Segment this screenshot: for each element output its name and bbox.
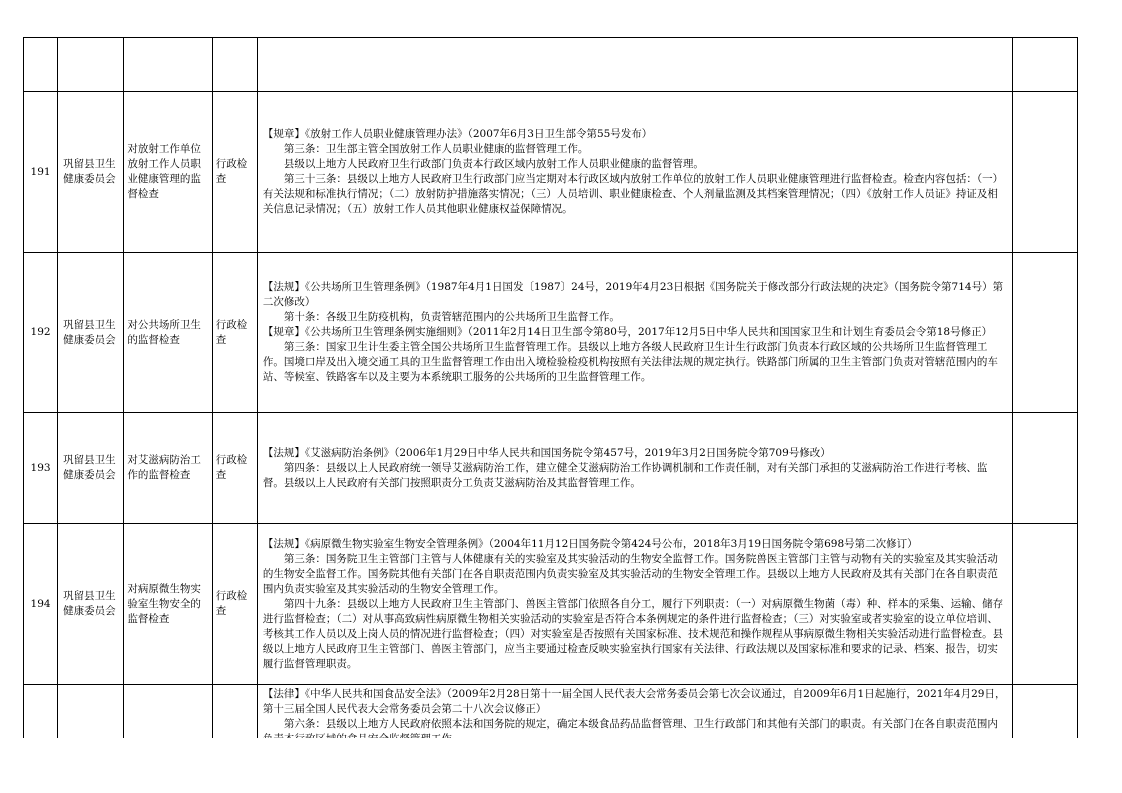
legal-basis-cell: [257, 38, 1012, 92]
category-cell: 行政检查: [212, 524, 257, 685]
legal-basis-line: 第四条：县级以上人民政府统一领导艾滋病防治工作，建立健全艾滋病防治工作协调机制和工作责任制，对有关部门承担的艾滋病防治工作进行考核、监督。县级以上人民政府有关部门按照职责分工负责艾滋病防治及其监督管理工作。: [262, 461, 988, 489]
table-row: [24, 38, 1078, 92]
category-cell: [212, 38, 257, 92]
legal-basis-line: 第四十九条：县级以上地方人民政府卫生主管部门、兽医主管部门依照各自分工，履行下列职责：（一）对病原微生物菌（毒）种、样本的采集、运输、储存进行监督检查；（二）对从事高致病性病原微生物相关实验活动的实验室是否符合本条例规定的条件进行监督检查；（三）对实验室或者实验室的设立单位培训、考核其工作人员以及上岗人员的情况进行监督检查；（四）对实验室是否按照有关国家标准、技术规范和操作规程从事病原微生物相关实验活动进行监督检查。县级以上地方人民政府卫生主管部门、兽医主管部门，应当主要通过检查反映实验室执行国家有关法律、行政法规以及国家标准和要求的记录、档案、报告，切实履行监督管理职责。: [262, 597, 1004, 670]
remarks-cell: [1012, 38, 1077, 92]
row-number-cell: [24, 38, 58, 92]
row-number-cell: 192: [24, 253, 58, 413]
table-row: [24, 92, 1078, 253]
legal-basis-cell: [257, 253, 1012, 413]
legal-basis-line: 第十条：各级卫生防疫机构，负责管辖范围内的公共场所卫生监督工作。: [283, 311, 620, 323]
item-name-cell: 对艾滋病防治工作的监督检查: [124, 413, 212, 524]
department-cell: 巩留县卫生健康委员会: [58, 253, 124, 413]
table-row: [24, 524, 1078, 685]
item-name-cell: 对公共场所卫生的监督检查: [124, 253, 212, 413]
department-cell: 巩留县卫生健康委员会: [58, 413, 124, 524]
legal-basis-cell: [257, 413, 1012, 524]
legal-basis-line: 【法规】《病原微生物实验室生物安全管理条例》（2004年11月12日国务院令第424号公布，2018年3月19日国务院令第698号第二次修订）: [262, 537, 918, 550]
legal-basis-line: 第三条：卫生部主管全国放射工作人员职业健康的监督管理工作。: [283, 143, 589, 155]
remarks-cell: [1012, 92, 1077, 253]
remarks-cell: [1012, 524, 1077, 685]
law-enforcement-table: [23, 37, 1078, 748]
row-number-cell: 191: [24, 92, 58, 253]
legal-basis-line: 第六条：县级以上地方人民政府依照本法和国务院的规定，确定本级食品药品监督管理、卫生行政部门和其他有关部门的职责。有关部门在各自职责范围内: [283, 718, 998, 730]
legal-basis-line: 【法规】《艾滋病防治条例》（2006年1月29日中华人民共和国国务院令第457号，2019年3月2日国务院令第709号修改）: [262, 446, 831, 459]
legal-basis-line: 【法律】《中华人民共和国食品安全法》（2009年2月28日第十一届全国人民代表大会常务委员会第七次会议通过，自2009年6月1日起施行，2021年4月29日，第十三届全国人民代表大会常务委员会第二十八次会议修正）: [262, 688, 1006, 715]
page-bottom-margin: [0, 738, 1122, 793]
legal-basis-cell: [257, 524, 1012, 685]
remarks-cell: [1012, 253, 1077, 413]
legal-basis-line: 第三条：国家卫生计生委主管全国公共场所卫生监督管理工作。县级以上地方各级人民政府卫生计生行政部门负责本行政区域的公共场所卫生监督管理工作。国境口岸及出入境交通工具的卫生监督管理工作由出入境检验检疫机构按照有关法律法规的规定执行。铁路部门所属的卫生主管部门负责对管辖范围内的车站、等候室、铁路客车以及主要为本系统职工服务的公共场所的卫生监督管理工作。: [262, 341, 998, 383]
legal-basis-line: 县级以上地方人民政府卫生行政部门负责本行政区域内放射工作人员职业健康的监督管理。: [283, 158, 704, 170]
category-cell: 行政检查: [212, 253, 257, 413]
legal-basis-cell: [257, 92, 1012, 253]
category-cell: 行政检查: [212, 92, 257, 253]
item-name-cell: 对放射工作单位放射工作人员职业健康管理的监督检查: [124, 92, 212, 253]
table-row: [24, 413, 1078, 524]
legal-basis-line: 第三条：国务院卫生主管部门主管与人体健康有关的实验室及其实验活动的生物安全监督工作。国务院兽医主管部门主管与动物有关的实验室及其实验活动的生物安全监督工作。国务院其他有关部门在各自职责范围内负责实验室及其实验活动的生物安全管理工作。县级以上地方人民政府及其有关部门在各自职责范围内负责实验室及其实验活动的生物安全管理工作。: [262, 552, 998, 595]
row-number-cell: 194: [24, 524, 58, 685]
category-cell: 行政检查: [212, 413, 257, 524]
department-cell: 巩留县卫生健康委员会: [58, 524, 124, 685]
department-cell: 巩留县卫生健康委员会: [58, 92, 124, 253]
row-number-cell: 193: [24, 413, 58, 524]
legal-basis-line: 【规章】《公共场所卫生管理条例实施细则》（2011年2月14日卫生部令第80号，2017年12月5日中华人民共和国国家卫生和计划生育委员会令第18号修正）: [262, 326, 993, 338]
item-name-cell: [124, 38, 212, 92]
item-name-cell: 对病原微生物实验室生物安全的监督检查: [124, 524, 212, 685]
legal-basis-line: 【规章】《放射工作人员职业健康管理办法》（2007年6月3日卫生部令第55号发布）: [262, 128, 653, 140]
legal-basis-line: 第三十三条：县级以上地方人民政府卫生行政部门应当定期对本行政区域内放射工作单位的放射工作人员职业健康管理进行监督检查。检查内容包括：（一）有关法规和标准执行情况；（二）放射防护措施落实情况；（三）人员培训、职业健康检查、个人剂量监测及其档案管理情况；（四）《放射工作人员证》持证及相关信息记录情况；（五）放射工作人员其他职业健康权益保障情况。: [262, 173, 1004, 215]
legal-basis-line: 【法规】《公共场所卫生管理条例》（1987年4月1日国发〔1987〕24号，2019年4月23日根据《国务院关于修改部分行政法规的决定》（国务院令第714号）第二次修改）: [262, 281, 1004, 308]
remarks-cell: [1012, 413, 1077, 524]
department-cell: [58, 38, 124, 92]
table-row: [24, 253, 1078, 413]
